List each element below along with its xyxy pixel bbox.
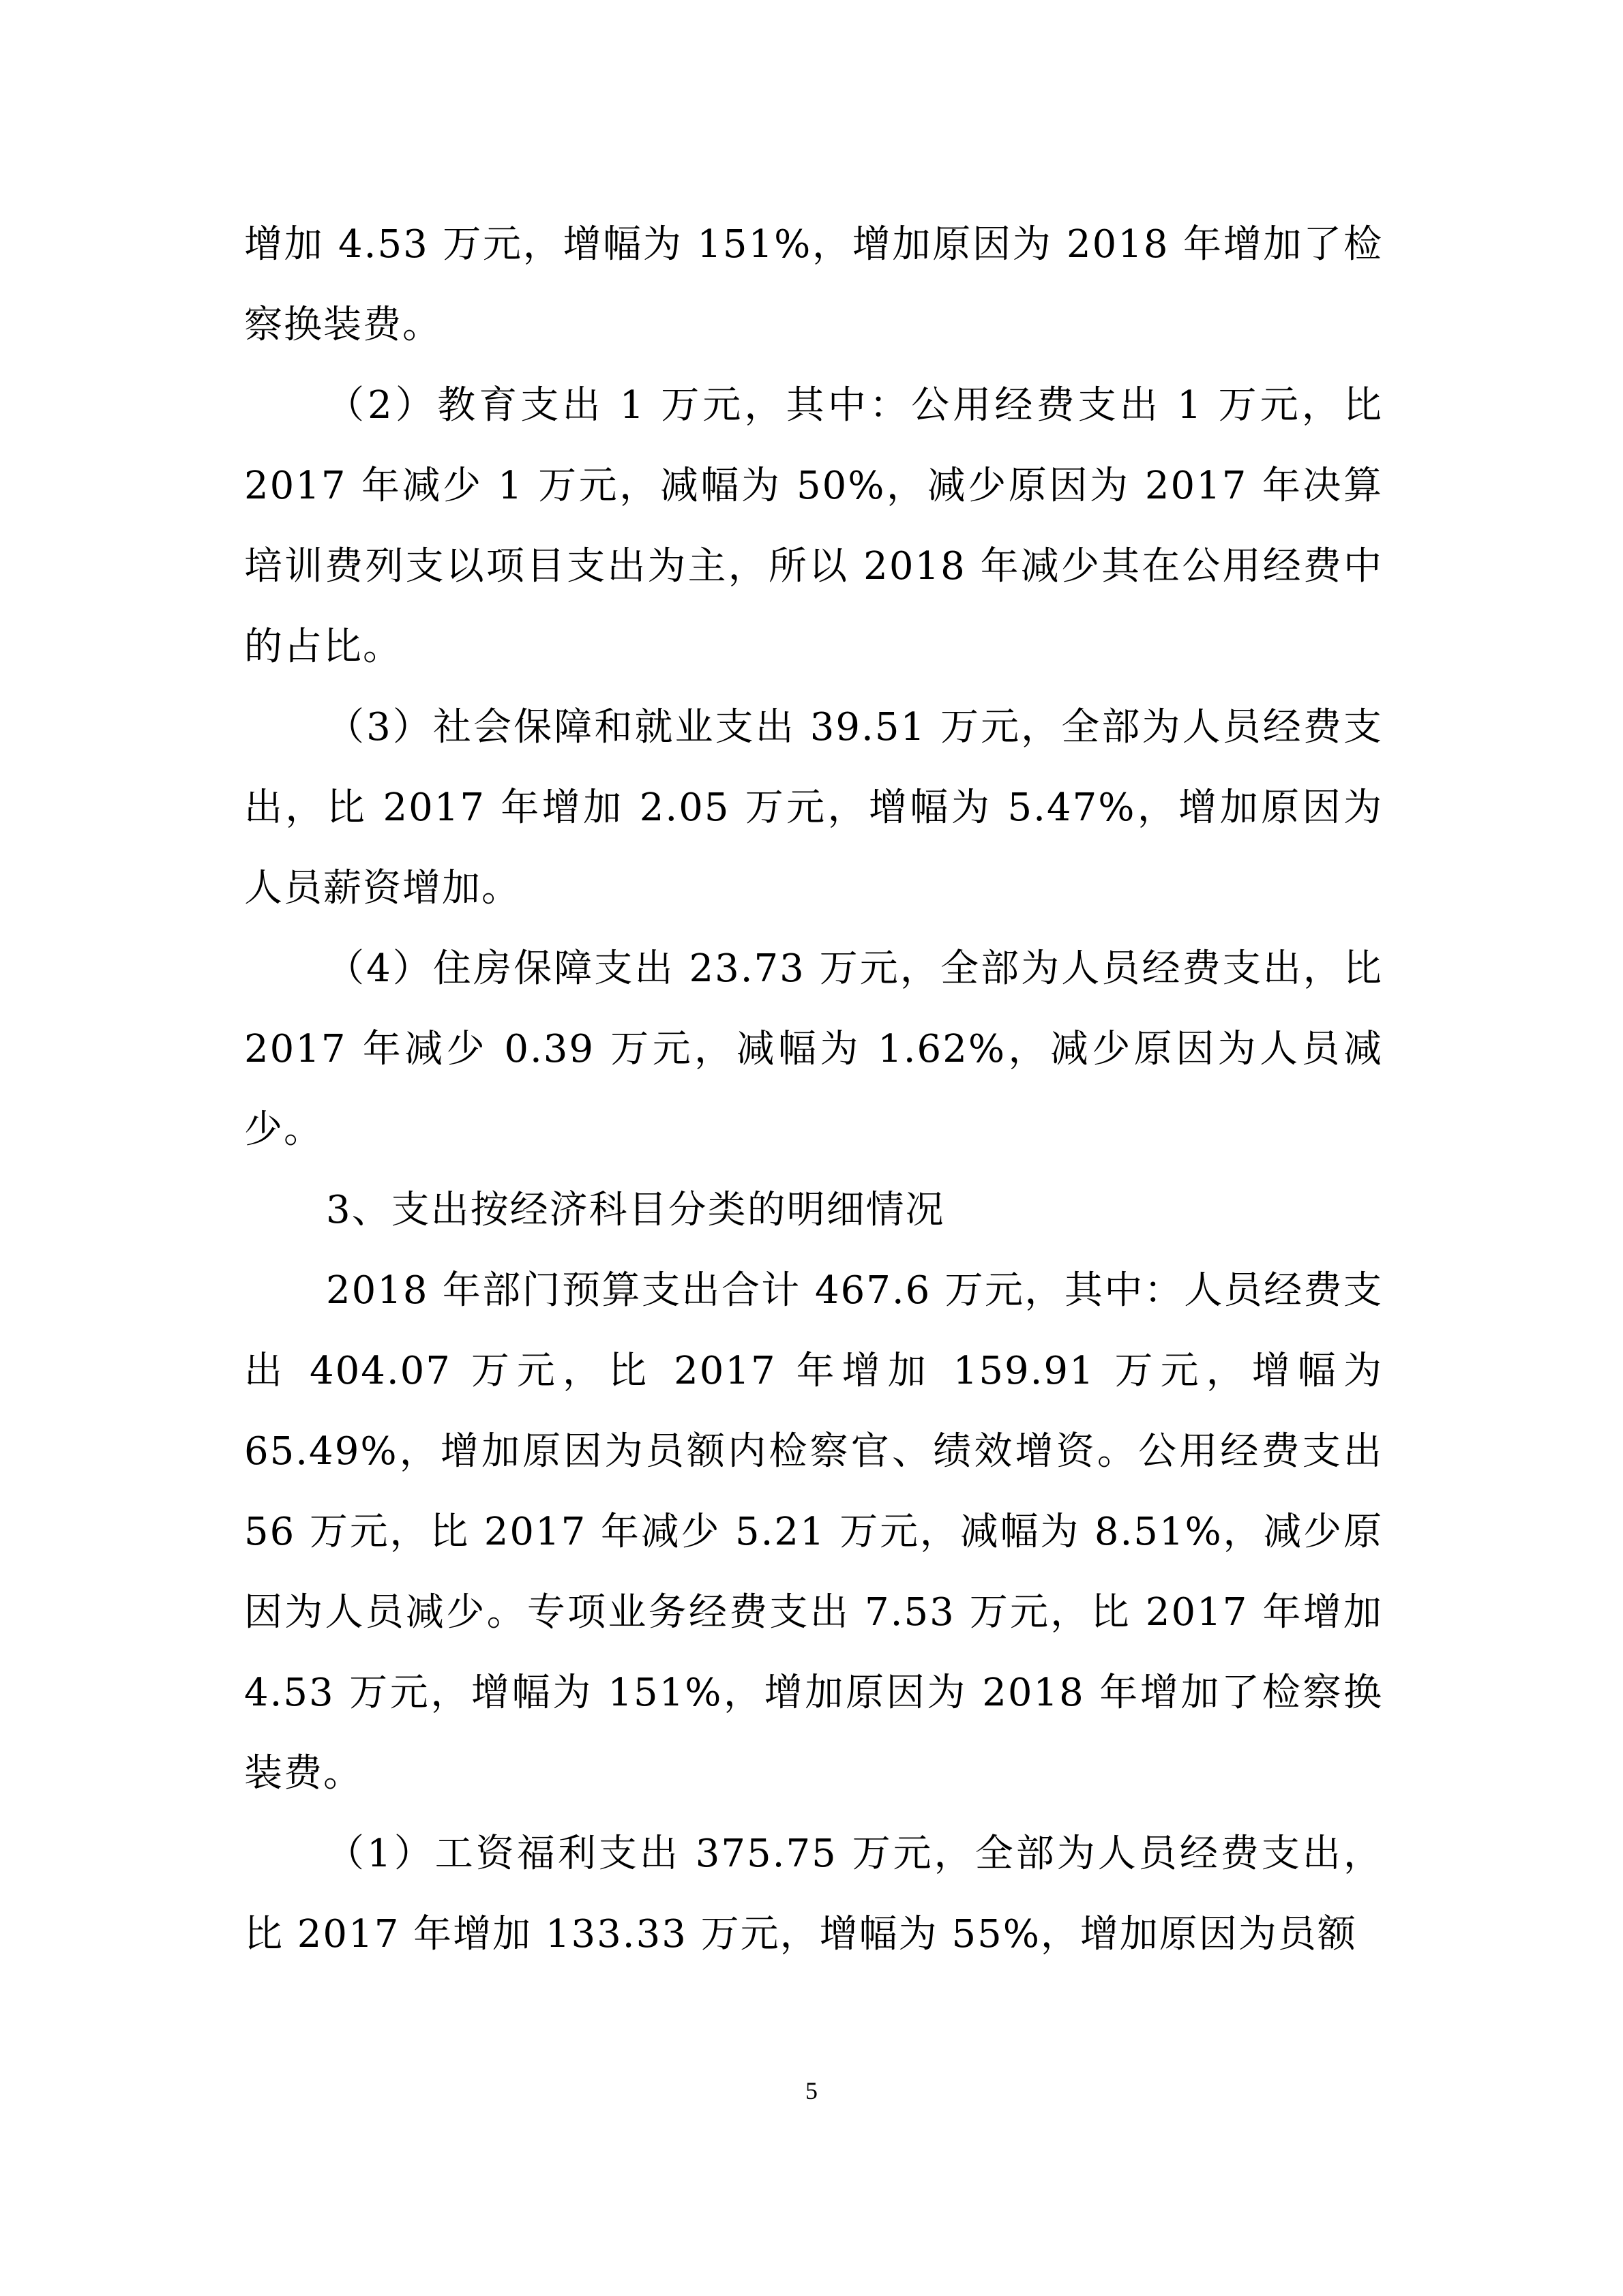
paragraph-social-security-expense: （3）社会保障和就业支出 39.51 万元，全部为人员经费支出，比 2017 年增加 2.05 万元，增幅为 5.47%，增加原因为人员薪资增加。 — [244, 705, 1383, 910]
paragraph-housing-expense: （4）住房保障支出 23.73 万元，全部为人员经费支出，比 2017 年减少 0.39 万元，减幅为 1.62%，减少原因为人员减少。 — [244, 946, 1383, 1152]
paragraph-salary-welfare-expense: （1）工资福利支出 375.75 万元，全部为人员经费支出，比 2017 年增加 133.33 万元，增幅为 55%，增加原因为员额 — [244, 1832, 1383, 1956]
page-number: 5 — [805, 2077, 818, 2104]
section-heading-economic-classification: 3、支出按经济科目分类的明细情况 — [326, 1188, 945, 1232]
body-text — [244, 205, 1383, 1975]
paragraph-budget-summary: 2018 年部门预算支出合计 467.6 万元，其中：人员经费支出 404.07 万元，比 2017 年增加 159.91 万元，增幅为 65.49%，增加原因为员额内检察官、绩效增资。公用经费支出 56 万元，比 2017 年减少 5.21 万元，减幅为 8.51%，减少原因为人员减少。专项业务经费支出 7.53 万元，比 2017 年增加 4.53 万元，增幅为 151%，增加原因为 2018 年增加了检察换装费。 — [244, 1268, 1384, 1795]
paragraph-continuation: 增加 4.53 万元，增幅为 151%，增加原因为 2018 年增加了检察换装费。 — [244, 222, 1383, 347]
paragraph-education-expense: （2）教育支出 1 万元，其中：公用经费支出 1 万元，比 2017 年减少 1 万元，减幅为 50%，减少原因为 2017 年决算培训费列支以项目支出为主，所以 2018 年减少其在公用经费中的占比。 — [244, 383, 1383, 669]
